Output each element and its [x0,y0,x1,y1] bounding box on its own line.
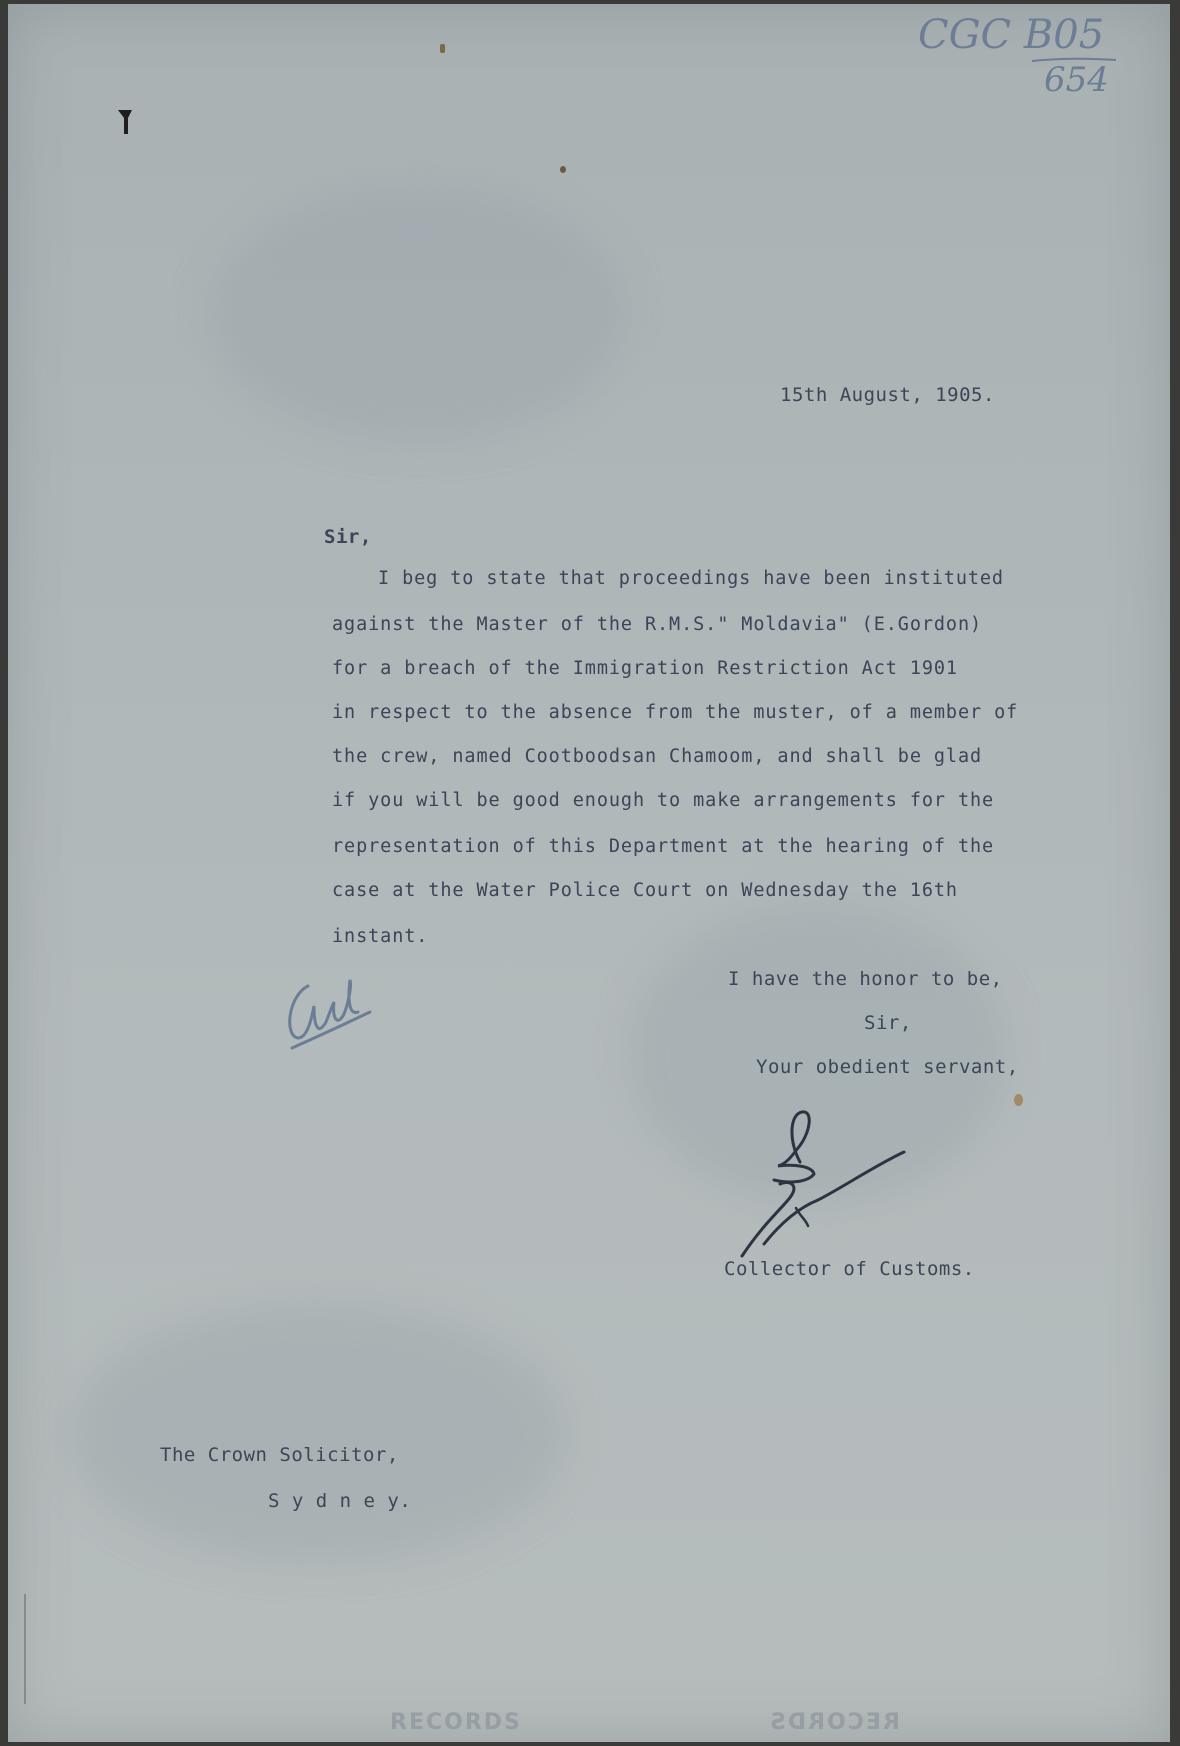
signatory-title: Collector of Customs. [724,1258,975,1280]
body-line: against the Master of the R.M.S." Moldavia" (E.Gordon) [332,614,983,635]
closing-line: Your obedient servant, [756,1056,1019,1078]
body-line: the crew, named Cootboodsan Chamoom, and shall be glad [332,746,983,767]
addressee-name: The Crown Solicitor, [160,1444,399,1466]
records-stamp-left: RECORDS [390,1710,522,1735]
body-line: instant. [332,926,429,947]
salutation: Sir, [324,526,372,548]
body-line: case at the Water Police Court on Wednesday the 16th [332,880,958,901]
paper-stain [68,1304,568,1564]
addressee-city: S y d n e y. [268,1490,412,1512]
margin-crease [24,1594,26,1704]
body-line: if you will be good enough to make arrangements for the [332,790,995,811]
paper-stain [208,184,628,444]
paper-speck [440,44,445,53]
handwritten-initials-icon [278,966,378,1056]
closing-line: Sir, [864,1012,912,1034]
reference-number: CGC B05 [918,12,1105,58]
body-line: I beg to state that proceedings have been instituted [378,568,1004,589]
body-line: in respect to the absence from the muster, of a member of [332,702,1019,723]
paper-speck [560,166,566,173]
records-stamp-right: RECORDS [768,1710,900,1735]
closing-line: I have the honor to be, [728,968,1003,990]
reference-subnumber: 654 [1044,60,1109,100]
letter-date: 15th August, 1905. [780,384,995,406]
body-line: representation of this Department at the hearing of the [332,836,995,857]
punch-mark-icon [116,108,136,138]
body-line: for a breach of the Immigration Restriction Act 1901 [332,658,958,679]
signature-icon [728,1104,918,1264]
paper-speck [1014,1094,1023,1106]
document-sheet [8,4,1170,1742]
